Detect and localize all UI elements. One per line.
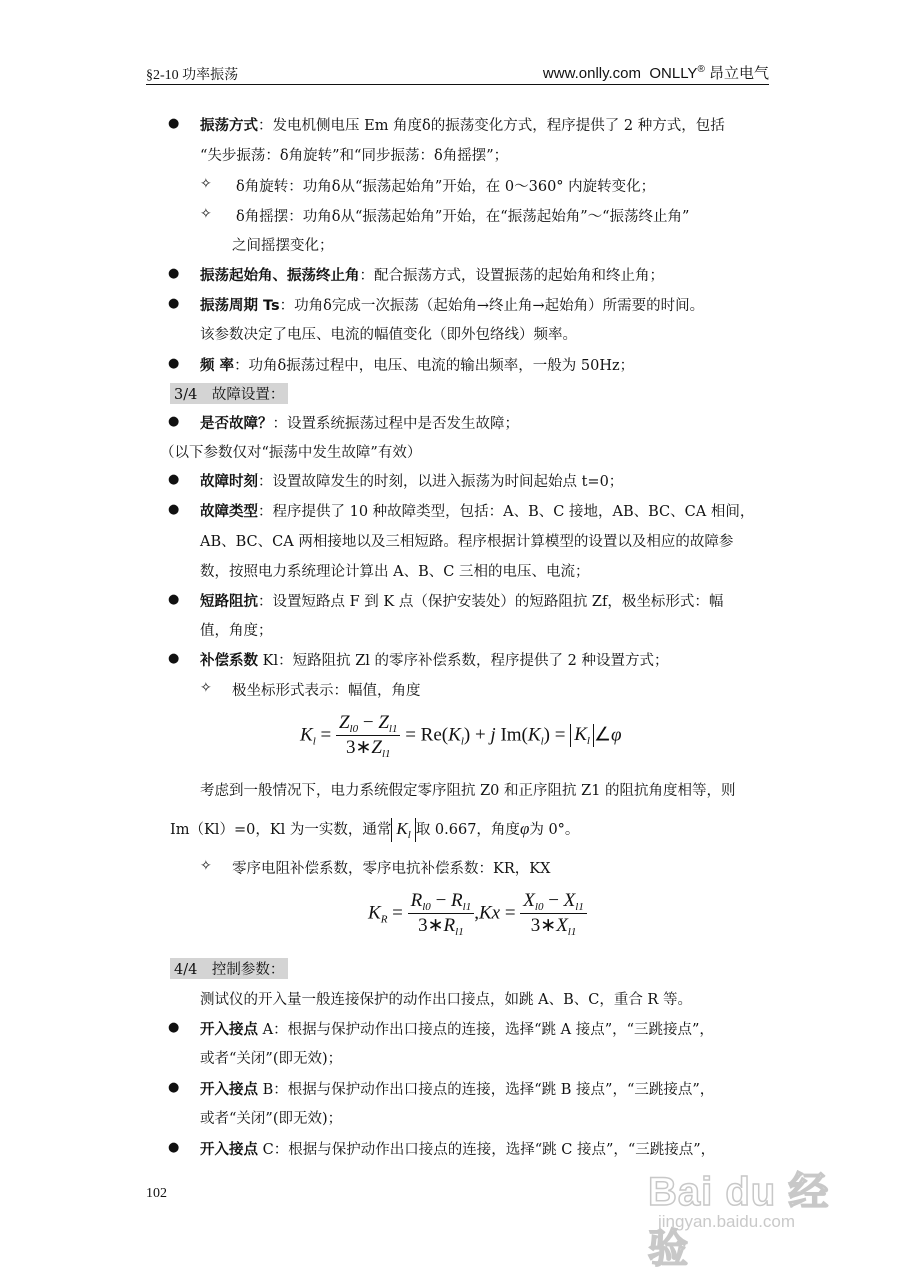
- osc-mode-label: 振荡方式: [200, 118, 258, 134]
- section-heading-fault: 3/4 故障设置：: [170, 383, 288, 404]
- consider-part-a: Im（Kl）=0，Kl 为一实数，通常: [170, 822, 392, 838]
- formula-coefficient: 3∗: [530, 915, 557, 936]
- fault-type-line: [200, 500, 754, 521]
- period-text-2: 该参数决定了电压、电流的幅值变化（即外包络线）频率。: [200, 327, 577, 343]
- input-a-line: [200, 1018, 714, 1039]
- input-b-text-2: 或者“关闭”(即无效)；: [200, 1111, 343, 1127]
- polar-text: 极坐标形式表示：幅值，角度: [232, 683, 421, 699]
- page-number: 102: [146, 1186, 167, 1201]
- zf-text-2: 值，角度；: [200, 623, 273, 639]
- zf-line: [200, 590, 723, 611]
- formula-symbol: K: [396, 819, 408, 838]
- formula-operator: =: [500, 902, 521, 924]
- formula-operator: ) +: [463, 724, 491, 746]
- diamond-icon: ✧: [200, 176, 212, 192]
- brand-header: [543, 62, 769, 83]
- bullet-icon: ●: [168, 651, 180, 666]
- kl-label-2: Kl: [258, 653, 279, 669]
- diamond-icon: ✧: [200, 858, 212, 874]
- consider-text-2: [170, 818, 579, 842]
- section-header: §2-10 功率振荡: [146, 68, 239, 83]
- input-a-text: ：根据与保护动作出口接点的连接，选择“跳 A 接点”，“三跳接点”，: [273, 1022, 714, 1038]
- input-c-text: ：根据与保护动作出口接点的连接，选择“跳 C 接点”，“三跳接点”，: [273, 1142, 716, 1158]
- formula-subscript: l: [407, 829, 411, 841]
- formula-abs: [391, 818, 415, 842]
- header-rule: [146, 84, 769, 85]
- period-label: 振荡周期 Ts: [200, 298, 280, 314]
- diamond-icon: ✧: [200, 206, 212, 222]
- fault-time-text: ：设置故障发生的时刻，以进入振荡为时间起始点 t=0；: [258, 474, 624, 490]
- kl-label: 补偿系数: [200, 653, 258, 669]
- fault-type-text-2: AB、BC、CA 两相接地以及三相短路。程序根据计算模型的设置以及相应的故障参: [200, 534, 734, 550]
- input-c-label: 开入接点: [200, 1142, 258, 1158]
- sub-swing: δ角摇摆：功角δ从“振荡起始角”开始，在“振荡起始角”～“振荡终止角”: [236, 209, 690, 225]
- fault-q-label: 是否故障？: [200, 416, 273, 432]
- formula-symbol: φ: [610, 724, 622, 746]
- formula-subscript: R: [380, 913, 388, 926]
- bullet-icon: ●: [168, 414, 180, 429]
- bullet-icon: ●: [168, 1020, 180, 1035]
- fault-type-text: ：程序提供了 10 种故障类型，包括：A、B、C 接地，AB、BC、CA 相间，: [258, 504, 755, 520]
- formula-subscript: l: [540, 735, 544, 748]
- formula-abs: [570, 724, 594, 747]
- formula-operator: ,: [474, 902, 479, 924]
- freq-text: ：功角δ振荡过程中，电压、电流的输出频率，一般为 50Hz；: [234, 358, 635, 374]
- kl-text: ：短路阻抗 Zl 的零序补偿系数，程序提供了 2 种设置方式；: [278, 653, 669, 669]
- consider-part-b: 取 0.667，角度: [415, 822, 520, 838]
- formula-fraction: [520, 890, 587, 938]
- formula-symbol: X: [523, 890, 535, 911]
- formula-operator: −: [430, 890, 452, 911]
- input-a-text-2: 或者“关闭”(即无效)；: [200, 1051, 343, 1067]
- brand-name: ONLLY: [649, 65, 698, 82]
- angle-line: [200, 264, 664, 285]
- angle-label: 振荡起始角、振荡终止角: [200, 268, 360, 284]
- input-c-label-2: C: [258, 1142, 274, 1158]
- company-name: 昂立电气: [708, 65, 769, 82]
- formula-operator: ) =: [543, 724, 571, 746]
- formula-coefficient: 3∗: [345, 737, 372, 758]
- freq-label: 频 率: [200, 358, 235, 374]
- formula-operator: ∠: [593, 724, 611, 746]
- formula-subscript: l1: [388, 723, 398, 735]
- formula-kl: $K_l$ = $\frac{Z_{l0} - Z_{l1}}{3∗Z_{l1}}$ = $Re(K_l) + j$ $Im(K_l) = K_l$ ∠φ: [300, 712, 622, 760]
- formula-symbol: K: [574, 724, 587, 746]
- formula-subscript: l: [312, 735, 316, 748]
- fault-time-line: [200, 470, 623, 491]
- fault-type-text-3: 数，按照电力系统理论计算出 A、B、C 三相的电压、电流；: [200, 564, 590, 580]
- formula-symbol: K: [368, 902, 381, 924]
- formula-symbol: φ: [519, 819, 530, 838]
- formula-symbol: R: [410, 890, 423, 911]
- input-a-label: 开入接点: [200, 1022, 258, 1038]
- fault-q-line: [200, 412, 519, 433]
- formula-subscript: l0: [422, 901, 431, 913]
- formula-symbol: Z: [378, 712, 389, 733]
- formula-subscript: l1: [381, 748, 391, 760]
- angle-text: ：配合振荡方式，设置振荡的起始角和终止角；: [359, 268, 664, 284]
- formula-symbol: j: [490, 724, 496, 746]
- formula-operator: =: [387, 902, 408, 924]
- formula-subscript: l1: [462, 901, 472, 913]
- input-b-line: [200, 1078, 714, 1099]
- formula-subscript: l: [586, 735, 590, 748]
- formula-symbol: X: [563, 890, 576, 911]
- formula-symbol: Z: [371, 737, 382, 758]
- input-a-label-2: A: [258, 1022, 274, 1038]
- baidu-watermark: [648, 1160, 848, 1271]
- osc-mode-line: [200, 114, 725, 135]
- formula-fraction: [408, 890, 475, 938]
- formula-symbol: R: [443, 915, 456, 936]
- osc-mode-text: ：发电机侧电压 Em 角度δ的振荡变化方式，程序提供了 2 种方式，包括: [258, 118, 725, 134]
- watermark-logo: Bai du 经验: [648, 1170, 830, 1271]
- formula-symbol: K: [527, 724, 541, 746]
- bullet-icon: ●: [168, 266, 180, 281]
- bullet-icon: ●: [168, 502, 180, 517]
- section-heading-control: 4/4 控制参数：: [170, 958, 288, 979]
- kl-line: [200, 649, 668, 670]
- formula-operator: −: [543, 890, 564, 911]
- formula-operator: −: [358, 712, 379, 733]
- formula-operator: Im(: [495, 724, 528, 746]
- formula-symbol: Z: [338, 712, 350, 733]
- fault-time-label: 故障时刻: [200, 474, 258, 490]
- consider-text: 考虑到一般情况下，电力系统假定零序阻抗 Z0 和正序阻抗 Z1 的阻抗角度相等，则: [200, 783, 736, 799]
- registered-mark: ®: [697, 64, 705, 75]
- sub-rotate: δ角旋转：功角δ从“振荡起始角”开始，在 0～360° 内旋转变化；: [236, 179, 656, 195]
- formula-subscript: l: [460, 735, 464, 748]
- note-text: （以下参数仅对“振荡中发生故障”有效）: [160, 445, 422, 461]
- formula-subscript: l0: [349, 723, 359, 735]
- formula-operator: = Re(: [405, 724, 449, 746]
- period-line: [200, 294, 704, 315]
- formula-coefficient: 3∗: [418, 915, 444, 936]
- bullet-icon: ●: [168, 296, 180, 311]
- formula-subscript: l1: [567, 926, 577, 938]
- formula-symbol: K: [300, 724, 313, 746]
- formula-subscript: l0: [534, 901, 544, 913]
- sub-swing-2: 之间摇摆变化；: [232, 238, 334, 254]
- formula-symbol: X: [556, 915, 568, 936]
- input-c-line: [200, 1138, 715, 1159]
- bullet-icon: ●: [168, 356, 180, 371]
- rx-text: 零序电阻补偿系数，零序电抗补偿系数：KR，KX: [232, 861, 551, 877]
- consider-part-c: 为 0°。: [529, 822, 580, 838]
- osc-mode-text-2: “失步振荡：δ角旋转”和“同步振荡：δ角摇摆”；: [200, 148, 509, 164]
- fault-q-text: ：设置系统振荡过程中是否发生故障；: [272, 416, 519, 432]
- formula-subscript: l1: [455, 926, 464, 938]
- watermark-url: jingyan.baidu.com: [658, 1212, 796, 1231]
- period-text: ：功角δ完成一次振荡（起始角→终止角→起始角）所需要的时间。: [279, 298, 705, 314]
- website-url: www.onlly.com: [542, 65, 642, 82]
- fault-type-label: 故障类型: [200, 504, 258, 520]
- zf-label: 短路阻抗: [200, 594, 258, 610]
- formula-kr-kx: [368, 890, 587, 938]
- bullet-icon: ●: [168, 592, 180, 607]
- bullet-icon: ●: [168, 1080, 180, 1095]
- formula-symbol: Kx: [478, 902, 501, 924]
- formula-subscript: l1: [575, 901, 584, 913]
- bullet-icon: ●: [168, 1140, 180, 1155]
- input-b-text: ：根据与保护动作出口接点的连接，选择“跳 B 接点”，“三跳接点”，: [273, 1082, 715, 1098]
- formula-symbol: R: [451, 890, 463, 911]
- input-b-label-2: B: [258, 1082, 274, 1098]
- bullet-icon: ●: [168, 472, 180, 487]
- diamond-icon: ✧: [200, 680, 212, 696]
- ctrl-intro: 测试仪的开入量一般连接保护的动作出口接点，如跳 A、B、C，重合 R 等。: [200, 992, 692, 1008]
- input-b-label: 开入接点: [200, 1082, 258, 1098]
- bullet-icon: ●: [168, 116, 180, 131]
- zf-text: ：设置短路点 F 到 K 点（保护安装处）的短路阻抗 Zf，极坐标形式：幅: [258, 594, 724, 610]
- formula-fraction: [336, 712, 401, 760]
- freq-line: [200, 354, 634, 375]
- formula-symbol: K: [448, 724, 461, 746]
